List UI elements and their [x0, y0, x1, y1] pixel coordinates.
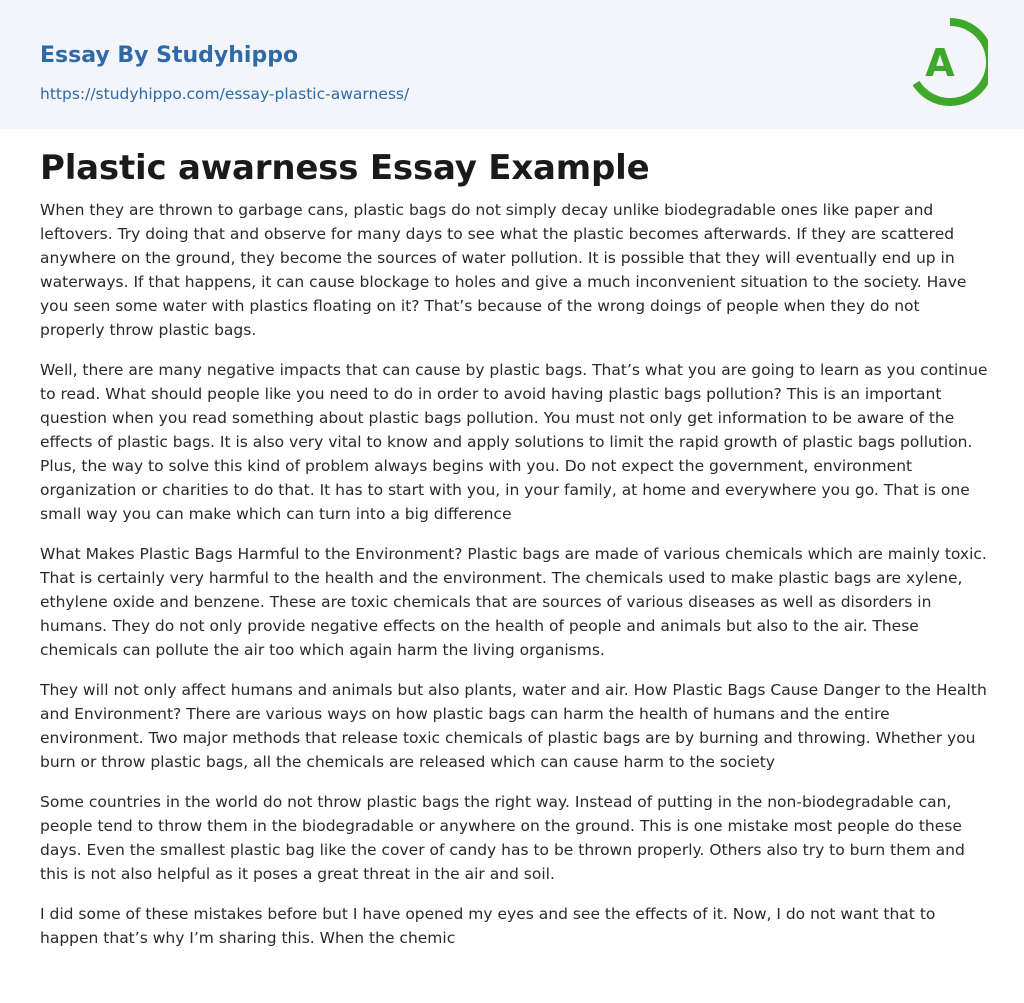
essay-paragraph-1: When they are thrown to garbage cans, plastic bags do not simply decay unlike biodegradable ones like paper and leftovers. Try doing that and observe for many days to see what the plastic becomes afterwards. If they are scattered anywhere on the ground, they become the sources of water pollution. It is possible that they will eventually end up in waterways. If that happens, it can cause blockage to holes and give a much inconvenient situation to the society. Have you seen some water with plastics floating on it? That’s because of the wrong doings of people when they do not properly throw plastic bags.: [40, 201, 967, 339]
essay-title: Plastic awarness Essay Example: [40, 148, 650, 188]
site-title[interactable]: Essay By Studyhippo: [40, 43, 299, 68]
page-url-link[interactable]: https://studyhippo.com/essay-plastic-awarness/: [40, 85, 410, 103]
essay-paragraph-4: They will not only affect humans and animals but also plants, water and air. How Plastic Bags Cause Danger to the Health and Environment? There are various ways on how plastic bags can harm the health of humans and the entire environment. Two major methods that release toxic chemicals of plastic bags are by burning and throwing. Whether you burn or throw plastic bags, all the chemicals are released which can cause harm to the society: [40, 681, 987, 771]
studyhippo-logo-icon[interactable]: [908, 18, 988, 106]
site-header: [0, 0, 1024, 129]
logo-letter: A: [925, 41, 955, 85]
essay-content: [40, 144, 988, 950]
essay-paragraph-3: What Makes Plastic Bags Harmful to the Environment? Plastic bags are made of various chemicals which are mainly toxic. That is certainly very harmful to the health and the environment. The chemicals used to make plastic bags are xylene, ethylene oxide and benzene. These are toxic chemicals that are sources of various diseases as well as disorders in humans. They do not only provide negative effects on the health of people and animals but also to the air. These chemicals can pollute the air too which again harm the living organisms.: [40, 545, 987, 659]
essay-paragraph-5: Some countries in the world do not throw plastic bags the right way. Instead of putting in the non-biodegradable can, people tend to throw them in the biodegradable or anywhere on the ground. This is one mistake most people do these days. Even the smallest plastic bag like the cover of candy has to be thrown properly. Others also try to burn them and this is not also helpful as it poses a great threat in the air and soil.: [40, 793, 965, 883]
essay-paragraph-2: Well, there are many negative impacts that can cause by plastic bags. That’s what you are going to learn as you continue to read. What should people like you need to do in order to avoid having plastic bags pollution? This is an important question when you read something about plastic bags pollution. You must not only get information to be aware of the effects of plastic bags. It is also very vital to know and apply solutions to limit the rapid growth of plastic bags pollution. Plus, the way to solve this kind of problem always begins with you. Do not expect the government, environment organization or charities to do that. It has to start with you, in your family, at home and everywhere you go. That is one small way you can make which can turn into a big difference: [40, 361, 988, 523]
essay-paragraph-6: I did some of these mistakes before but I have opened my eyes and see the effects of it. Now, I do not want that to happen that’s why I’m sharing this. When the chemic: [40, 905, 936, 947]
